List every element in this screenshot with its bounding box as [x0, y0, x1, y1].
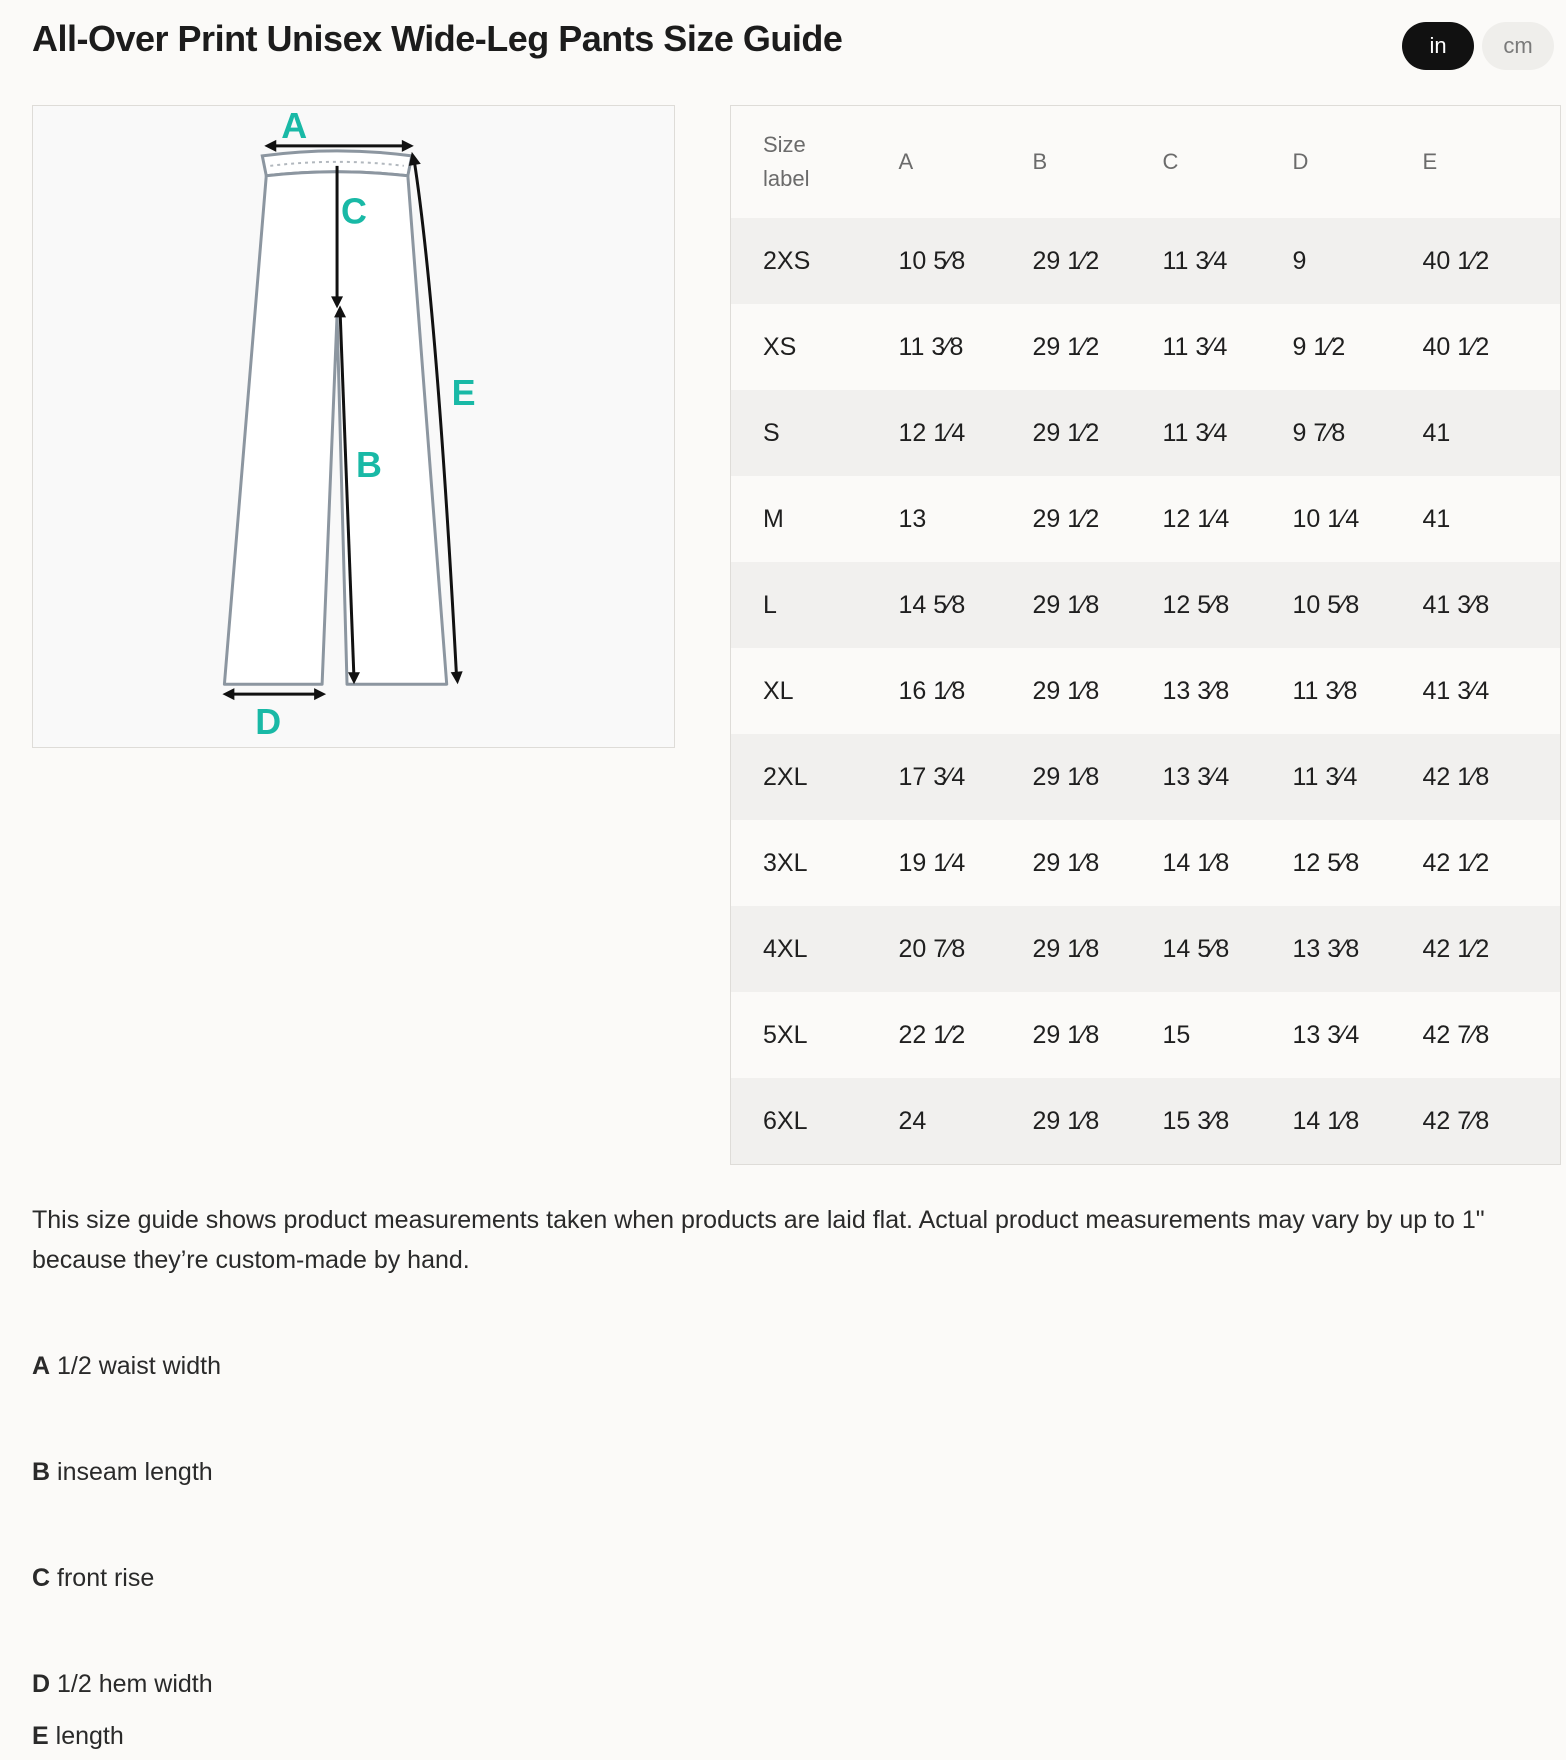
cell-a: 11 3⁄8 [899, 304, 1033, 390]
cell-c: 15 [1163, 992, 1293, 1078]
header-d: D [1293, 106, 1423, 219]
cell-d: 10 5⁄8 [1293, 562, 1423, 648]
cell-c: 11 3⁄4 [1163, 304, 1293, 390]
cell-size: L [731, 562, 899, 648]
cell-size: M [731, 476, 899, 562]
cell-b: 29 1⁄8 [1033, 734, 1163, 820]
measure-d-arrow [222, 688, 326, 700]
cell-d: 13 3⁄8 [1293, 906, 1423, 992]
legend-key: C [32, 1564, 51, 1592]
cell-a: 19 1⁄4 [899, 820, 1033, 906]
cell-a: 10 5⁄8 [899, 218, 1033, 304]
cell-a: 17 3⁄4 [899, 734, 1033, 820]
cell-e: 42 7⁄8 [1423, 992, 1561, 1078]
pants-body [224, 172, 446, 684]
label-b: B [355, 444, 382, 485]
label-d: D [255, 702, 282, 743]
cell-e: 41 3⁄4 [1423, 648, 1561, 734]
pants-illustration [33, 106, 674, 747]
cell-e: 41 [1423, 476, 1561, 562]
cell-b: 29 1⁄8 [1033, 820, 1163, 906]
legend-text: front rise [57, 1564, 155, 1592]
header-a: A [899, 106, 1033, 219]
cell-b: 29 1⁄8 [1033, 648, 1163, 734]
legend-key: E [32, 1722, 49, 1750]
cell-e: 41 3⁄8 [1423, 562, 1561, 648]
cell-size: XL [731, 648, 899, 734]
table-row [731, 304, 1561, 390]
legend-key: B [32, 1458, 51, 1486]
cell-c: 14 5⁄8 [1163, 906, 1293, 992]
cell-e: 42 7⁄8 [1423, 1078, 1561, 1165]
cell-b: 29 1⁄2 [1033, 218, 1163, 304]
cell-size: 2XS [731, 218, 899, 304]
cell-e: 40 1⁄2 [1423, 218, 1561, 304]
legend-key: D [32, 1670, 51, 1698]
table-row [731, 734, 1561, 820]
cell-d: 9 7⁄8 [1293, 390, 1423, 476]
table-row [731, 820, 1561, 906]
legend-item-d [32, 1670, 213, 1699]
cell-d: 12 5⁄8 [1293, 820, 1423, 906]
cell-a: 22 1⁄2 [899, 992, 1033, 1078]
cell-a: 14 5⁄8 [899, 562, 1033, 648]
table-header-row [731, 106, 1561, 219]
table-row [731, 476, 1561, 562]
legend-text: 1/2 waist width [57, 1352, 221, 1380]
unit-toggle [1402, 22, 1554, 70]
cell-d: 14 1⁄8 [1293, 1078, 1423, 1165]
header-e: E [1423, 106, 1561, 219]
unit-cm-button[interactable]: cm [1482, 22, 1554, 70]
table-row [731, 906, 1561, 992]
cell-d: 11 3⁄4 [1293, 734, 1423, 820]
legend-item-c [32, 1564, 154, 1593]
legend-item-b [32, 1458, 213, 1487]
legend-item-a [32, 1352, 221, 1381]
cell-size: 3XL [731, 820, 899, 906]
page-title: All-Over Print Unisex Wide-Leg Pants Size Guide [32, 18, 843, 59]
cell-size: 6XL [731, 1078, 899, 1165]
cell-b: 29 1⁄8 [1033, 992, 1163, 1078]
table-row [731, 390, 1561, 476]
cell-c: 12 5⁄8 [1163, 562, 1293, 648]
cell-c: 13 3⁄8 [1163, 648, 1293, 734]
table-row [731, 992, 1561, 1078]
cell-b: 29 1⁄8 [1033, 1078, 1163, 1165]
cell-size: S [731, 390, 899, 476]
legend-item-e [32, 1722, 124, 1751]
cell-e: 42 1⁄2 [1423, 906, 1561, 992]
header-c: C [1163, 106, 1293, 219]
label-e: E [451, 373, 476, 414]
table-row [731, 218, 1561, 304]
header-size-label: Size label [731, 106, 899, 219]
size-table [730, 105, 1561, 1165]
cell-a: 12 1⁄4 [899, 390, 1033, 476]
cell-d: 11 3⁄8 [1293, 648, 1423, 734]
cell-a: 24 [899, 1078, 1033, 1165]
cell-e: 41 [1423, 390, 1561, 476]
cell-b: 29 1⁄8 [1033, 906, 1163, 992]
table-row [731, 648, 1561, 734]
cell-b: 29 1⁄2 [1033, 304, 1163, 390]
cell-e: 42 1⁄8 [1423, 734, 1561, 820]
label-a: A [281, 106, 308, 146]
cell-size: 2XL [731, 734, 899, 820]
cell-c: 15 3⁄8 [1163, 1078, 1293, 1165]
cell-b: 29 1⁄2 [1033, 390, 1163, 476]
legend-key: A [32, 1352, 51, 1380]
cell-d: 9 1⁄2 [1293, 304, 1423, 390]
cell-d: 9 [1293, 218, 1423, 304]
cell-e: 40 1⁄2 [1423, 304, 1561, 390]
cell-b: 29 1⁄2 [1033, 476, 1163, 562]
cell-d: 10 1⁄4 [1293, 476, 1423, 562]
cell-size: 5XL [731, 992, 899, 1078]
table-row [731, 562, 1561, 648]
cell-c: 12 1⁄4 [1163, 476, 1293, 562]
cell-a: 13 [899, 476, 1033, 562]
size-guide-description: This size guide shows product measurements taken when products are laid flat. Actual product measurements may vary by up to 1" because they’re custom-made by hand. [32, 1206, 1485, 1274]
header-b: B [1033, 106, 1163, 219]
cell-a: 20 7⁄8 [899, 906, 1033, 992]
cell-c: 11 3⁄4 [1163, 390, 1293, 476]
cell-d: 13 3⁄4 [1293, 992, 1423, 1078]
cell-c: 13 3⁄4 [1163, 734, 1293, 820]
cell-size: 4XL [731, 906, 899, 992]
cell-c: 14 1⁄8 [1163, 820, 1293, 906]
legend-text: inseam length [57, 1458, 213, 1486]
unit-in-button[interactable]: in [1402, 22, 1474, 70]
cell-e: 42 1⁄2 [1423, 820, 1561, 906]
label-c: C [341, 191, 367, 232]
legend-text: length [55, 1722, 124, 1750]
cell-a: 16 1⁄8 [899, 648, 1033, 734]
cell-size: XS [731, 304, 899, 390]
pants-diagram [32, 105, 675, 748]
legend-text: 1/2 hem width [57, 1670, 213, 1698]
cell-b: 29 1⁄8 [1033, 562, 1163, 648]
cell-c: 11 3⁄4 [1163, 218, 1293, 304]
table-row [731, 1078, 1561, 1165]
